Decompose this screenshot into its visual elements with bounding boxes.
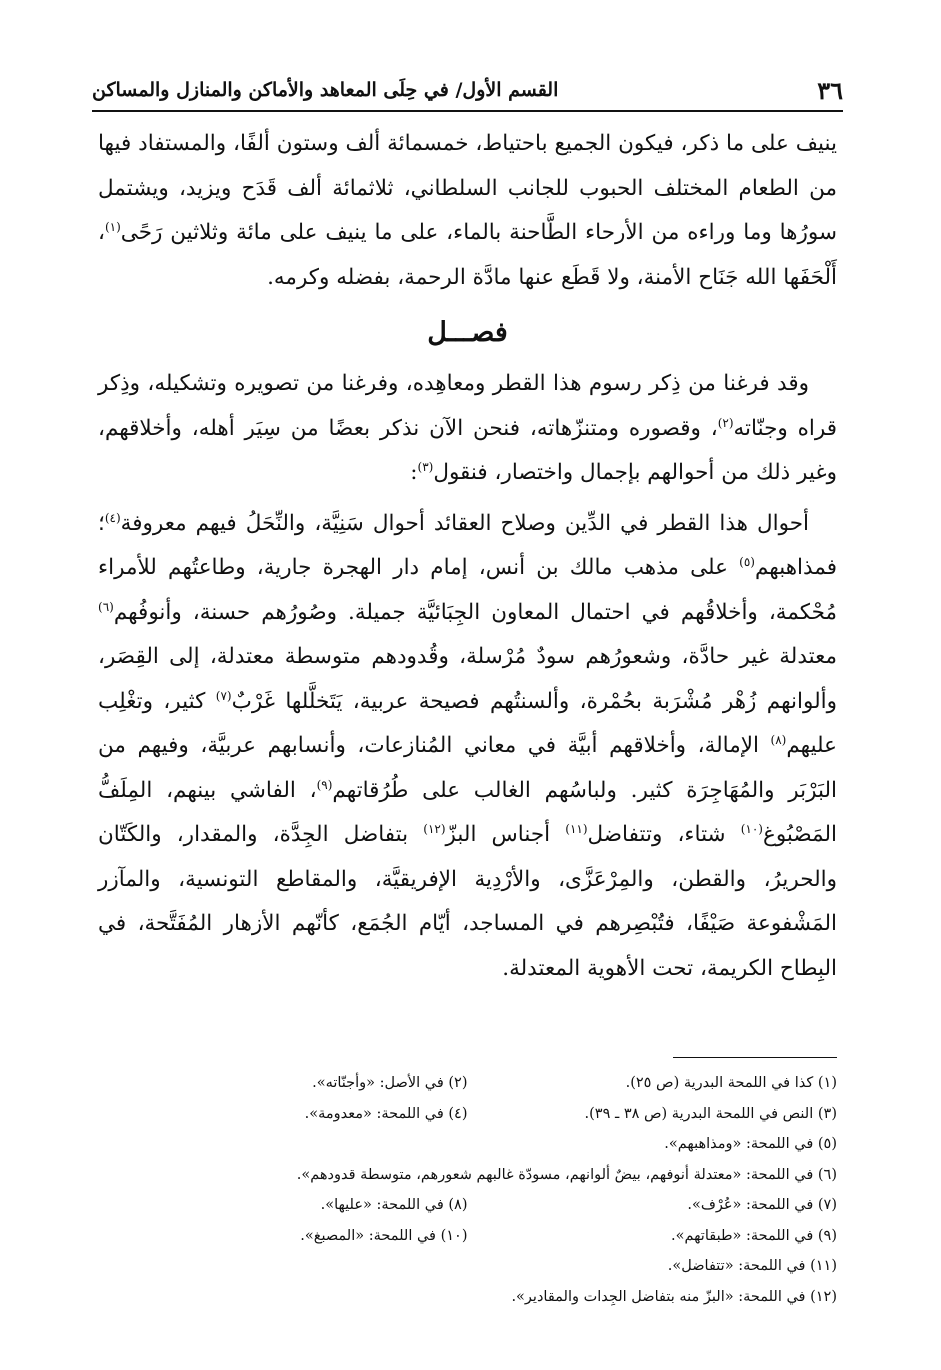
paragraph-3-text-f: الإمالة، وأخلاقهم أبيَّة في معاني المُنازعات، وأنسابهم عربيَّة، وفيهم من البَرْبَر والمُهَاجِرَة كثير. ولباسُهم الغالب على طُرُقاتهم: [98, 733, 837, 803]
footnote-row: [98, 1221, 837, 1252]
footnote-ref-6: (٦): [98, 599, 114, 614]
footnote-11: (١١) في اللمحة: «تتفاضل».: [667, 1258, 837, 1274]
paragraph-3-text-b: ؛ فمذاهبهم: [98, 510, 837, 580]
page-header: [92, 70, 843, 112]
paragraph-3-text-a: أحوال هذا القطر في الدِّين وصلاح العقائد أحوال سَنِيَّة، والنِّحَلُ فيهم معروفة: [120, 510, 809, 536]
footnote-7: (٧) في اللمحة: «عُرْف».: [687, 1197, 837, 1213]
footnote-6: (٦) في اللمحة: «معتدلة أنوفهم، بيضٌ ألوانهم، مسودّة غالبهم شعورهم، متوسطة قدودهم».: [296, 1166, 837, 1183]
paragraph-3-text-g: ، الفاشي بينهم، المِلَفُّ المَصْبُوغ: [98, 777, 838, 847]
running-title: القسم الأول/ في حِلَى المعاهد والأماكن والمنازل والمساكن: [92, 79, 559, 101]
page-number: ٣٦: [817, 75, 843, 105]
paragraph-2-text-a: وقد فرغنا من ذِكر رسوم هذا القطر ومعاهِده، وفرغنا من تصويره وتشكيله، وذِكر قراه وجنّاته: [98, 371, 837, 441]
footnote-row: [98, 1282, 837, 1313]
paragraph-2-text-c: :: [410, 460, 418, 485]
paragraph-2-text-b: ، وقصوره ومتنزّهاته، فنحن الآن نذكر بعضًا من سِيَر أهله، وأخلاقهم، وغير ذلك من أحوالهم بإجمال واختصار، فنقول: [98, 415, 837, 485]
footnote-ref-7: (٧): [215, 688, 232, 703]
footnote-row: [98, 1160, 837, 1191]
footnote-row: [98, 1190, 837, 1221]
paragraph-2: [98, 362, 837, 496]
paragraph-3-text-h: شتاء، وتتفاضل: [587, 822, 741, 847]
paragraph-3-text-i: أجناس البزّ: [445, 822, 566, 847]
footnote-ref-3: (٣): [417, 459, 434, 474]
section-heading: فصـــل: [427, 317, 508, 348]
paragraph-3-text-j: بتفاضل الجِدَّة، والمقدار، والكَتّان والحريرُ، والقطن، والمِرْعَزَّى، والأرْدِية الإفريقيَّة، والمقاطع التونسية، والمآزر المَشْفوعة صَيْفًا، فتُبْصِرهم في المساجد، أيّام الجُمَع، كأنّهم الأزهار المُفَتَّحة، في البِطاح الكريمة، تحت الأهوية المعتدلة.: [98, 822, 837, 981]
footnote-3: (٣) النص في اللمحة البدرية (ص ٣٨ ـ ٣٩).: [584, 1105, 837, 1122]
footnote-ref-4: (٤): [104, 510, 121, 525]
footnote-ref-10: (١٠): [740, 821, 763, 836]
footnote-2: (٢) في الأصل: «وأجنّاته».: [312, 1075, 468, 1091]
footnote-12: (١٢) في اللمحة: «البزّ منه بتفاضل الجِدات والمقادير».: [511, 1288, 837, 1305]
footnote-4: (٤) في اللمحة: «معدومة».: [304, 1105, 468, 1122]
paragraph-1-text: ينيف على ما ذكر، فيكون الجميع باحتياط، خمسمائة ألف وستون ألفًا، والمستفاد فيها من الطعام المختلف الحبوب للجانب السلطاني، ثلاثمائة ألف قَدَح ويزيد، ويشتمل سورُها وما وراءه من الأرحاء الطَّاحنة بالماء، على ما ينيف على مائة وثلاثين رَحًى: [98, 131, 837, 245]
footnote-row: [98, 1251, 837, 1282]
footnote-10: (١٠) في اللمحة: «المصبغ».: [300, 1227, 468, 1244]
footnote-ref-1: (١): [104, 219, 121, 234]
footnote-8: (٨) في اللمحة: «عليها».: [320, 1197, 468, 1213]
footnote-row: [98, 1129, 837, 1160]
footnote-9: (٩) في اللمحة: «طبقاتهم».: [670, 1227, 837, 1244]
footnote-ref-9: (٩): [316, 777, 333, 792]
paragraph-3: [98, 502, 837, 992]
footnote-ref-11: (١١): [565, 821, 588, 836]
footnote-divider: [673, 1057, 837, 1058]
footnote-ref-12: (١٢): [423, 821, 446, 836]
paragraph-1: [98, 122, 837, 300]
footnotes: [98, 1068, 837, 1312]
paragraph-3-text-e: كثير، وتغْلِب عليهم: [98, 688, 837, 758]
footnote-1: (١) كذا في اللمحة البدرية (ص ٢٥).: [625, 1075, 837, 1091]
main-text: [98, 122, 837, 991]
paragraph-3-text-c: على مذهب مالك بن أنس، إمام دار الهجرة جارية، وطاعتُهم للأمراء مُحْكمة، وأخلاقُهم في احتمال المعاون الجِبَائيَّة جميلة. وصُورُهم حسنة، وأنوفُهم: [98, 555, 837, 625]
footnote-ref-2: (٢): [717, 415, 734, 430]
footnote-ref-8: (٨): [770, 732, 787, 747]
footnote-ref-5: (٥): [739, 554, 755, 569]
paragraph-3-text-d: معتدلة غير حادَّة، وشعورُهم سودٌ مُرْسلة، وقُدودهم متوسطة معتدلة، إلى القِصَر، وألوانهم زُهْر مُشْرَبة بحُمْرة، وألسنتُهم فصيحة عربية، يَتَخلَّلها غَرْبٌ: [98, 644, 837, 714]
footnote-row: [98, 1099, 837, 1130]
paragraph-1-end-text: ، أَلْحَفَها الله جَنَاح الأمنة، ولا قَطَع عنها مادَّة الرحمة، بفضله وكرمه.: [98, 220, 837, 290]
footnote-5: (٥) في اللمحة: «ومذاهبهم».: [664, 1136, 837, 1152]
footnote-row: [98, 1068, 837, 1099]
